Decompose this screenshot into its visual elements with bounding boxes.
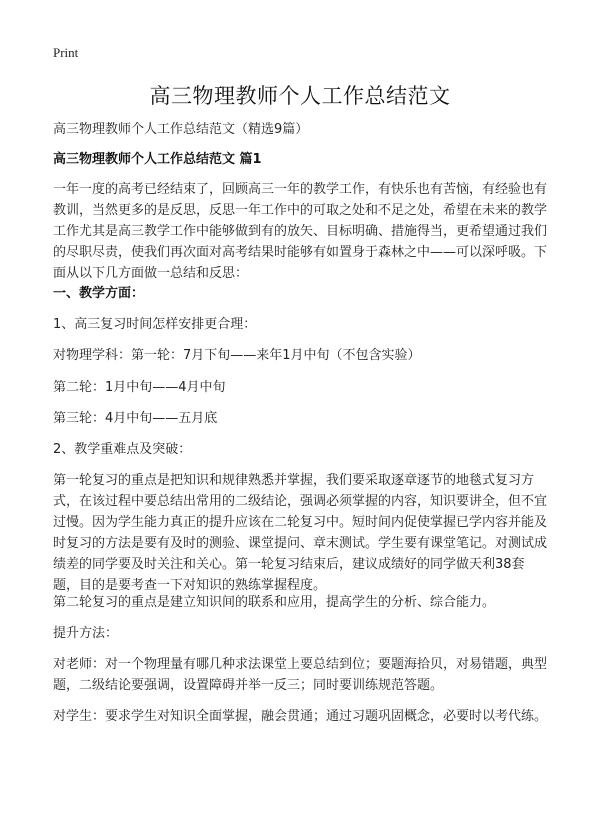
schedule-round2: 第二轮：1月中旬——4月中旬 <box>53 380 226 395</box>
round1-paragraph: 第一轮复习的重点是把知识和规律熟悉并掌握，我们要采取逐章逐节的地毯式复习方式，在该过程中要总结出常用的二级结论，强调必须掌握的内容，知识要讲全，但不宜过慢。因为学生能力真正的提升应该在二轮复习中。短时间内促使掌握已学内容并能及时复习的方法是要有及时的测验、课堂提问、章末测试。学生要有课堂笔记。对测试成绩差的同学要及时关注和关心。第一轮复习结束后，建议成绩好的同学做天利38套题，目的是要考查一下对知识的熟练掌握程度。 <box>53 473 548 593</box>
for-teacher-paragraph: 对老师：对一个物理量有哪几种求法课堂上要总结到位；要题海拾贝，对易错题，典型题，二级结论要强调，设置障碍并举一反三；同时要训练规范答题。 <box>53 657 548 693</box>
page-title: 高三物理教师个人工作总结范文 <box>149 84 451 108</box>
intro-paragraph: 一年一度的高考已经结束了，回顾高三一年的教学工作，有快乐也有苦恼，有经验也有教训，当然更多的是反思，反思一年工作中的可取之处和不足之处，希望在未来的教学工作尤其是高三教学工作中能够做到有的放矢、目标明确、措施得当，更希望通过我们的尽职尽责，使我们再次面对高考结果时能够有如置身于森林之中——可以深呼吸。下面从以下几方面做一总结和反思： <box>53 182 548 281</box>
part1-heading: 一、教学方面： <box>53 286 145 301</box>
methods-heading: 提升方法： <box>53 626 119 641</box>
subtitle: 高三物理教师个人工作总结范文（精选9篇） <box>53 122 309 137</box>
item2-heading: 2、教学重难点及突破： <box>53 442 192 457</box>
section-heading: 高三物理教师个人工作总结范文 篇1 <box>53 152 262 167</box>
print-link[interactable]: Print <box>53 45 79 60</box>
for-student-paragraph: 对学生：要求学生对知识全面掌握，融会贯通；通过习题巩固概念，必要时以考代练。 <box>53 709 548 724</box>
item1-heading: 1、高三复习时间怎样安排更合理： <box>53 317 257 332</box>
round2-paragraph: 第二轮复习的重点是建立知识间的联系和应用，提高学生的分析、综合能力。 <box>53 595 496 610</box>
schedule-round1: 对物理学科：第一轮：7月下旬——来年1月中旬（不包含实验） <box>53 348 421 363</box>
schedule-round3: 第三轮：4月中旬——五月底 <box>53 411 218 426</box>
